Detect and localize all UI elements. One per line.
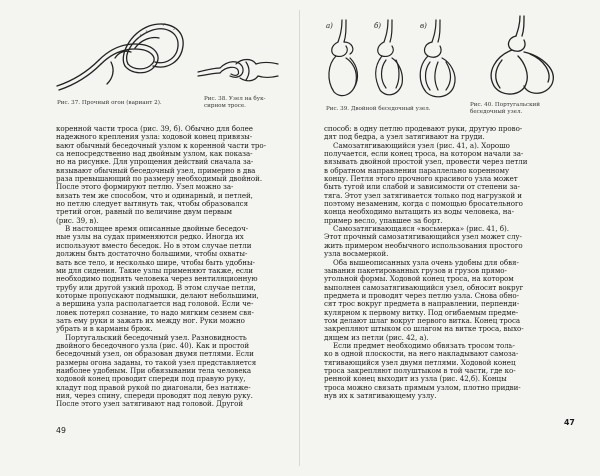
figure-37-caption: Рис. 37. Прочный огон (вариант 2).: [57, 100, 162, 106]
text-line: выполнен самозатягивающийся узел, обносят вокруг: [324, 282, 524, 292]
text-line: коренной части троса (рис. 39, б). Обычно для более: [56, 124, 253, 133]
text-line: раза превышающий по размеру необходимый двойной.: [56, 174, 263, 184]
text-line: убрать и в карманы брюк.: [56, 324, 153, 334]
figure-38-caption: Рис. 38. Узел на бук-сирном тросе.: [204, 96, 266, 109]
text-line: зать ему руки и зажать их между ног. Руки можно: [56, 315, 245, 325]
knot-illustration-39: [324, 18, 464, 100]
text-line: ния, через спину, спереди проводят под левую руку.: [56, 391, 253, 400]
text-line: зывания пакетированных грузов и грузов прямо-: [324, 265, 507, 275]
text-line: наиболее удобным. При обвязывании тела человека: [56, 365, 252, 375]
text-line: вают обычный беседочный узлом к коренной части тро-: [56, 140, 266, 150]
right-page-number: 47: [564, 418, 575, 427]
right-page: [300, 0, 600, 476]
text-line: которые пропускают подмышки, делают небольшими,: [56, 290, 259, 300]
text-line: а вершина узла располагается над головой. Если че-: [56, 299, 254, 309]
fig39-label-b: б): [374, 22, 382, 30]
text-line: закрепляют штыком со шлагом на витке троса, выхо-: [324, 324, 524, 334]
text-line: Этот прочный самозатягивающийся узел может слу-: [324, 232, 522, 242]
text-line: вязывают обычный беседочный узел, примерно в два: [56, 165, 256, 175]
text-line: предмета и проводят через петлю узла. Снова обно-: [324, 290, 519, 300]
text-line: дящем из петли (рис. 42, а).: [324, 332, 429, 342]
text-line: конца необходимо вытащить из воды человека, на-: [324, 207, 514, 217]
figure-37-strong-eye-knot: [55, 14, 195, 106]
figure-39-caption: Рис. 39. Двойной беседочный узел.: [326, 106, 431, 112]
figure-40-caption: Рис. 40. Португальский беседочный узел.: [470, 102, 541, 115]
text-line: ко в одной плоскости, на него накладывают самоза-: [324, 349, 519, 359]
text-line: Самозатягивающаяся «восьмерка» (рис. 41, б).: [333, 224, 509, 234]
text-line: После этого формируют петлю. Узел можно за-: [56, 182, 234, 192]
text-line: вать все тело, и несколько шире, чтобы быть удобны-: [56, 257, 255, 267]
text-line: троса можно связать прямым узлом, плотно придви-: [324, 382, 521, 392]
text-line: са непосредственно над двойным узлом, как показа-: [56, 149, 253, 159]
fig39-label-c: в): [420, 22, 427, 30]
knot-illustration-38: [196, 50, 280, 94]
text-line: ми для сидения. Такие узлы применяют также, если: [56, 265, 253, 275]
knot-illustration-40: [472, 14, 572, 98]
text-line: беседочный узел, он образован двумя петлями. Если: [56, 349, 254, 359]
text-line: узла восьмеркой.: [324, 249, 389, 259]
text-line: размеры огона заданы, то такой узел представляется: [56, 357, 257, 367]
text-line: сят трос вокруг предмета в направлении, перпенди-: [324, 299, 520, 309]
fig39-label-a: а): [326, 22, 333, 30]
text-line: двойного беседочного узла (рис. 40). Как и простой: [56, 340, 249, 350]
text-line: дят под бедра, а узел затягивают на груди.: [324, 132, 485, 142]
text-line: концу. Петля этого прочного красивого узла может: [324, 174, 518, 184]
text-line: тяга. Этот узел затягивается только под нагрузкой и: [324, 190, 522, 200]
text-line: третий огон, равный по величине двум первым: [56, 207, 232, 217]
rope-line: [59, 64, 101, 90]
text-line: ловек потерял сознание, то надо мягким сезнем свя-: [56, 307, 254, 317]
left-page-number: 49: [56, 426, 66, 435]
text-line: вязать тем же способом, что и одинарный, и петлей,: [56, 190, 253, 200]
text-line: вязывать двойной простой узел, провести через петли: [324, 157, 528, 167]
text-line: троса закрепляют полуштыком в той части, где ко-: [324, 365, 516, 375]
text-line: поэтому незаменим, когда с помощью бросательного: [324, 199, 523, 209]
text-line: получается, если конец троса, на котором начали за-: [324, 149, 524, 159]
text-line: но на рисунке. Для упрощения действий сначала за-: [56, 157, 254, 167]
text-line: ренной конец выходит из узла (рис. 42,б). Концы: [324, 374, 507, 384]
text-line: угольной формы. Ходовой конец троса, на котором: [324, 274, 514, 284]
text-line: способ: в одну петлю продевают руки, другую прово-: [324, 124, 523, 133]
text-line: ные узлы на судах применяются редко. Иногда их: [56, 232, 244, 242]
text-line: В настоящее время описанные двойные беседоч-: [65, 224, 249, 234]
text-line: кладут под правой рукой по диагонали, без натяже-: [56, 382, 251, 392]
text-line: в обратном направлении параллельно коренному: [324, 165, 510, 175]
figure-38-towing-knot: [196, 50, 280, 109]
text-line: Португальский беседочный узел. Разновидность: [65, 332, 247, 342]
text-line: пример весло, упавшее за борт.: [324, 215, 443, 225]
figure-40-portuguese-bowline: [470, 14, 572, 115]
text-line: После этого узел затягивают над головой. Другой: [56, 399, 244, 409]
left-page-body-text: [56, 125, 292, 409]
text-line: Оба вышеописанных узла очень удобны для обвя-: [333, 257, 519, 267]
text-line: надежного крепления узла: ходовой конец привязы-: [56, 132, 253, 142]
text-line: Если предмет необходимо обвязать тросом толь-: [333, 340, 515, 350]
text-line: жить примером необычного использования простого: [324, 240, 523, 250]
right-page-body-text: [324, 125, 564, 400]
text-line: нув их к затягивающему узлу.: [324, 391, 437, 400]
text-line: тягивающийся узел двумя петлями. Ходовой конец: [324, 357, 516, 367]
knot-illustration-37: [55, 14, 195, 96]
text-line: том делают шлаг вокруг первого витка. Конец троса: [324, 315, 521, 325]
text-line: должны быть достаточно большими, чтобы охваты-: [56, 249, 248, 259]
text-line: Самозатягивающийся узел (рис. 41, а). Хорошо: [333, 140, 510, 150]
text-line: используют вместо беседок. Но в этом случае петли: [56, 240, 252, 250]
text-line: (рис. 39, в).: [56, 215, 99, 225]
text-line: быть тугой или слабой и зависимости от степени за-: [324, 182, 520, 192]
text-line: трубу или другой узкий проход. В этом случае петли,: [56, 282, 256, 292]
figure-39-double-bowline: [324, 18, 464, 112]
text-line: ходовой конец проводит спереди под правую руку,: [56, 374, 246, 384]
text-line: кулярном к первому витку. Под огибаемым предме-: [324, 307, 519, 317]
text-line: необходимо поднять человека через вентиляционную: [56, 274, 258, 284]
text-line: но петлю следует вытянуть так, чтобы образовался: [56, 199, 249, 209]
